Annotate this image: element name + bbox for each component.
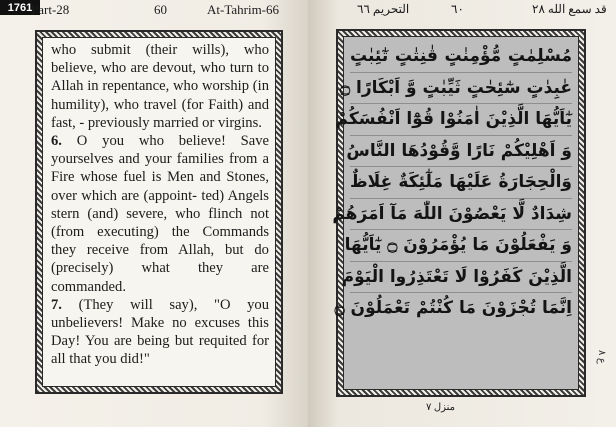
text-line: worship (in humility), who travel (51, 78, 270, 113)
text-line: who submit (their wills), who (51, 42, 269, 58)
arabic-header-part: قد سمع الله ٢٨ (532, 2, 607, 16)
text-line: (for Faith) and fast, - previously (51, 96, 270, 131)
text-line: requited for all that you did!" (51, 333, 269, 368)
arabic-header-page-number: ٦٠ (451, 2, 464, 16)
text-line: believe, who are devout, who (51, 60, 226, 77)
arabic-line: الَّذِيْنَ كَفَرُوْا لَا تَعْتَذِرُوا الْيَوْمَ (350, 262, 572, 294)
arabic-line: اِنَّمَا تُجْزَوْنَ مَا كُنْتُمْ تَعْمَلُوْنَ ۝ (334, 298, 572, 318)
text-line: unbelievers! Make no excuses (51, 315, 241, 332)
text-line: ted) Angels stern (and) severe, (51, 187, 269, 222)
header-part: Part-28 (31, 2, 70, 17)
arabic-line: يٰٓاَيُّهَا الَّذِيْنَ اٰمَنُوْا قُوْٓا اَنْفُسَكُمْ (350, 104, 572, 136)
scan-number-badge: 1761 (0, 0, 40, 15)
header-surah: At-Tahrim-66 (207, 2, 280, 17)
text-line: (They will say), "O you (78, 296, 269, 313)
ruku-margin-mark: ع ٨ (596, 350, 607, 364)
header-page-number: 60 (154, 2, 167, 17)
verse-number: 7. (51, 296, 62, 313)
translation-text-area (42, 37, 276, 387)
arabic-line: عٰبِدٰتٍ سٰٓئِحٰتٍ ثَيِّبٰتٍ وَّ اَبْكَارًا ۝ (350, 73, 572, 105)
text-line: who flinch not (from executing) (51, 205, 270, 241)
arabic-line: شِدَادٌ لَّا يَعْصُوْنَ اللّٰهَ مَآ اَمَرَهُمْ (350, 199, 572, 231)
arabic-line: وَالْحِجَارَةُ عَلَيْهَا مَلٰٓئِكَةٌ غِلَاظٌ (350, 167, 572, 199)
arabic-header-surah: التحريم ٦٦ (357, 2, 410, 16)
arabic-line: وَ يَفْعَلُوْنَ مَا يُؤْمَرُوْنَ ۝ يٰٓاَيُّهَا (350, 230, 572, 262)
arabic-line: وَ اَهْلِيْكُمْ نَارًا وَّقُوْدُهَا النَّاسُ (350, 136, 572, 168)
text-line: Allah, but do (precisely) what (51, 242, 269, 277)
verse-number: 6. (51, 133, 62, 150)
text-line: O you who believe! Save (76, 133, 269, 150)
arabic-text-area (332, 36, 579, 390)
text-line: the Commands they receive from (51, 224, 269, 259)
verse-7 (51, 296, 269, 369)
manzil-label: منزل ٧ (426, 402, 456, 413)
translation-continuation (51, 41, 269, 132)
text-line: this Day! You are being but (51, 315, 269, 350)
text-line: married or virgins. (153, 114, 262, 131)
translation-frame (35, 30, 283, 394)
arabic-line: مُسْلِمٰتٍ مُّؤْمِنٰتٍ قٰنِتٰتٍ تٰٓئِبٰتٍ (350, 41, 572, 73)
text-line: they are commanded. (51, 260, 269, 295)
arabic-text-frame (332, 29, 586, 397)
verse-6 (51, 132, 269, 296)
text-line: yourselves and your families (51, 151, 224, 168)
text-line: Stones, over which are (appoint- (51, 169, 269, 204)
text-line: from a Fire whose fuel is Men and (51, 151, 269, 186)
text-line: turn to Allah in repentance, who (51, 60, 270, 95)
